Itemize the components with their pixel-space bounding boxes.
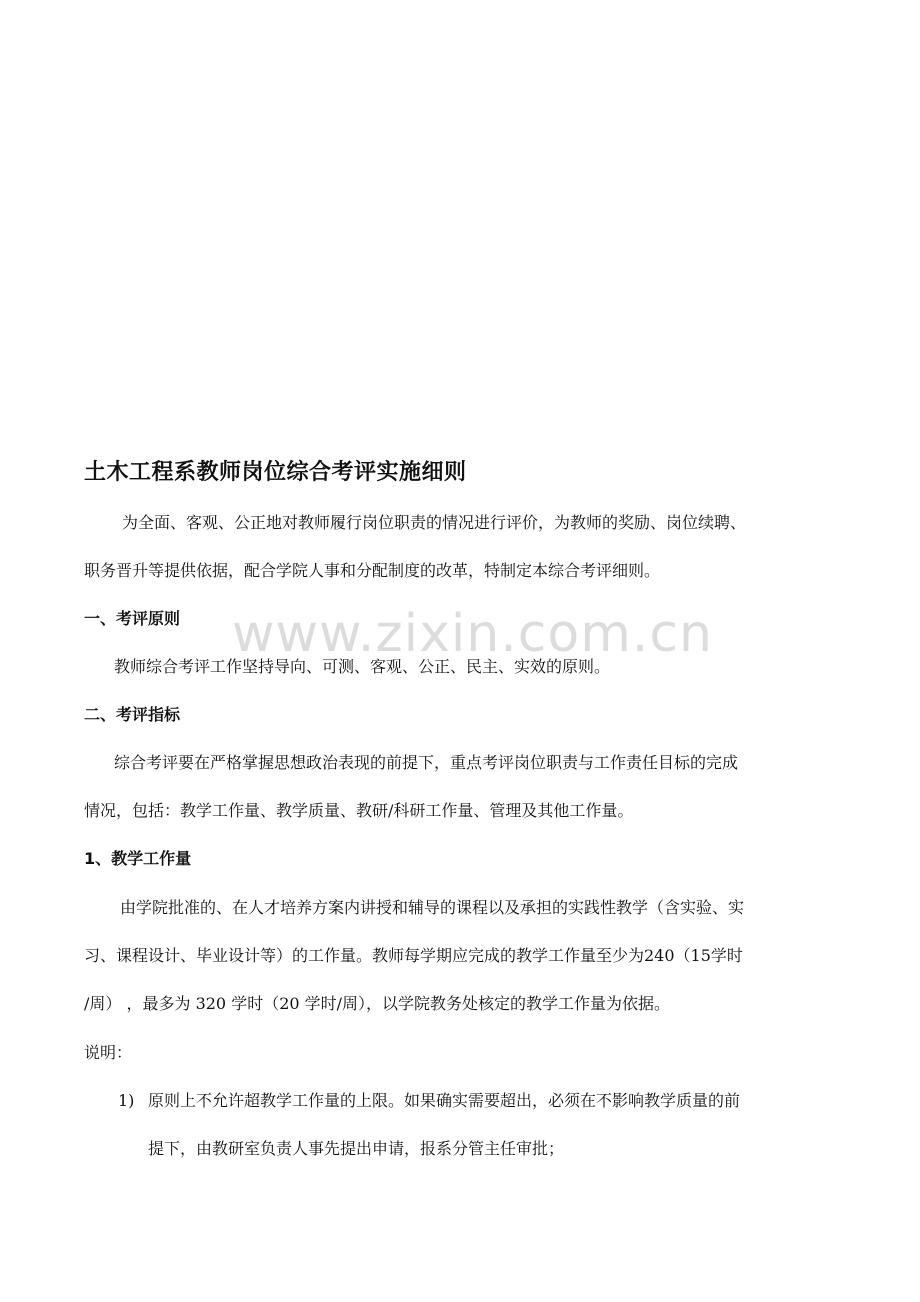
principles-text: 教师综合考评工作坚持导向、可测、客观、公正、民主、实效的原则。: [114, 657, 611, 676]
workload-line-2: 习、课程设计、毕业设计等）的工作量。教师每学期应完成的教学工作量至少为240（15学时: [84, 946, 743, 965]
indicators-line-1: 综合考评要在严格掌握思想政治表现的前提下，重点考评岗位职责与工作责任目标的完成: [114, 753, 739, 772]
note-item-line-1: 原则上不允许超教学工作量的上限。如果确实需要超出，必须在不影响教学质量的前: [148, 1091, 741, 1110]
section-heading-principles: 一、考评原则: [84, 609, 181, 628]
intro-line-1: 为全面、客观、公正地对教师履行岗位职责的情况进行评价，为教师的奖励、岗位续聘、: [122, 513, 747, 532]
indicators-line-2: 情况，包括：教学工作量、教学质量、教研/科研工作量、管理及其他工作量。: [84, 801, 634, 820]
workload-line-1: 由学院批准的、在人才培养方案内讲授和辅导的课程以及承担的实践性教学（含实验、实: [120, 898, 745, 917]
subsection-heading-teaching-workload: 1、教学工作量: [84, 849, 192, 868]
intro-line-2: 职务晋升等提供依据，配合学院人事和分配制度的改革，特制定本综合考评细则。: [84, 561, 661, 580]
note-item: [118, 1090, 740, 1112]
watermark: www.zixin.com.cn: [232, 604, 713, 664]
workload-line-3: /周） ，最多为 320 学时（20 学时/周），以学院教务处核定的教学工作量为依据。: [84, 994, 671, 1013]
notes-label: 说明：: [84, 1043, 133, 1062]
note-item-number: 1): [118, 1091, 135, 1110]
document-title: 土木工程系教师岗位综合考评实施细则: [84, 460, 467, 485]
section-heading-indicators: 二、考评指标: [84, 705, 181, 724]
note-item-line-2: 提下，由教研室负责人事先提出申请，报系分管主任审批；: [148, 1139, 565, 1158]
